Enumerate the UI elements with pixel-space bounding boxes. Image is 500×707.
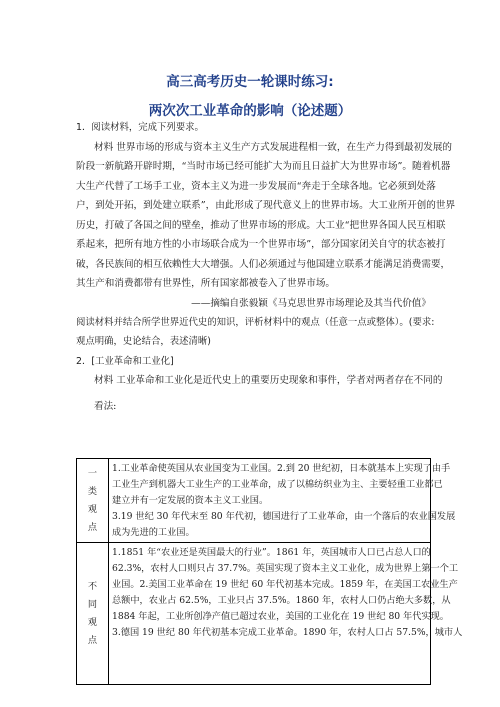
q1-intro: 1．阅读材料，完成下列要求。: [76, 122, 204, 133]
doc-title: 高三高考历史一轮课时练习:: [166, 74, 334, 90]
q1-material-line: 材料 世界市场的形成与资本主义生产方式发展进程相一致，在生产力得到最初发展的: [94, 142, 453, 153]
viewpoints-table: [76, 458, 463, 685]
row-content: 1.工业革命使英国从农业国变为工业国。2.到 20 世纪初，日本就基本上实现了由手 工业生产到机器大工业生产的工业革命，成了以棉纺织业为主、主要轻重工业都已 建立并有一定发展的资本主义工业国。 3.19 世纪 30 年代末至 80 年代初，德国进行了工业革命，由一个落后的农业国发展 成为先进的工业国。: [109, 459, 431, 543]
q1-material-line: 破，各民族间的相互依赖性大大增强。人们必须通过与他国建立联系才能满足消费需要，: [76, 259, 451, 270]
q1-task-line: 阅读材料并结合所学世界近代史的知识，评析材料中的观点（任意一点或整体）。(要求:: [76, 317, 435, 328]
q2-material-line: 材料 工业革命和工业化是近代史上的重要历史现象和事件，学者对两者存在不同的: [94, 375, 443, 386]
q1-material-line: 阶段一新航路开辟时期，“当时市场已经可能扩大为而且日益扩大为世界市场”。随着机器: [76, 161, 451, 172]
q1-task-line: 观点明确，史论结合，表述清晰): [76, 336, 211, 347]
q1-source: ——摘编自张毅颖《马克思世界市场理论及其当代价值》: [191, 298, 431, 309]
q1-material-line: 户，到处开拓，到处建立联系”，由此形成了现代意义上的世界市场。大工业所开创的世界: [76, 200, 456, 211]
doc-subtitle: 两次次工业革命的影响（论述题）: [148, 103, 352, 119]
table-row: [77, 543, 431, 685]
row-label-viewpoint-one: 一 类 观 点: [77, 459, 109, 543]
q2-heading: 2．[工业革命和工业化]: [76, 356, 174, 367]
q1-material-line: 其生产和消费都带有世界性，所有国家都被卷入了世界市场。: [76, 278, 336, 289]
q1-material-line: 历史，打破了各国之间的壁垒，推动了世界市场的形成。大工业“把世界各国人民互相联: [76, 220, 446, 231]
row-label-different-viewpoint: 不 同 观 点: [77, 543, 109, 685]
row-content: 1.1851 年“农业还是英国最大的行业”。1861 年，英国城市人口已占总人口的 62.3%，农村人口则只占 37.7%。英国实现了资本主义工业化，成为世界上第一个工 业国。2.美国工业革命在 19 世纪 60 年代初基本完成。1859 年，在美国工农业生产 总额中，农业占 62.5%，工业只占 37.5%。1860 年，农村人口仍占绝大多数，从 1884 年起，工业所创净产值已超过农业，美国的工业化在 19 世纪 80 年代实现。 3.德国 19 世纪 80 年代初基本完成工业革命。1890 年，农村人口占 57.5%，城市人: [109, 543, 431, 685]
q2-material-line: 看法:: [94, 401, 117, 412]
q1-material-line: 大生产代替了工场手工业，资本主义为进一步发展而“奔走于全球各地。它必须到处落: [76, 181, 436, 192]
q1-material-line: 系起来，把所有地方性的小市场联合成为一个世界市场”，部分国家闭关自守的状态被打: [76, 239, 446, 250]
table-row: [77, 459, 431, 543]
